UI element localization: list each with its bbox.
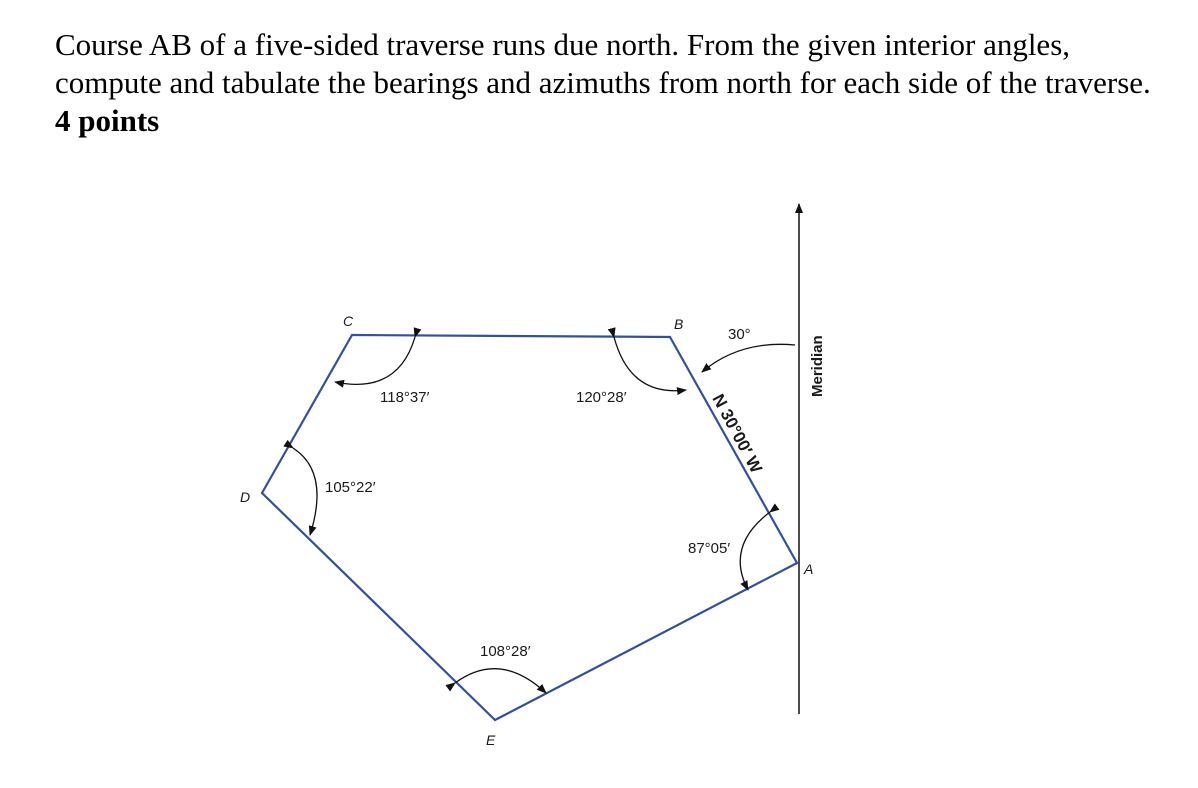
angle-arc-e: [455, 669, 546, 693]
vertex-label-d: D: [240, 489, 251, 505]
meridian-angle-arc: [702, 344, 795, 372]
meridian-angle-label: 30°: [728, 326, 751, 343]
vertex-label-e: E: [486, 732, 496, 748]
meridian-label: Meridian: [809, 335, 826, 397]
vertex-label-c: C: [343, 313, 354, 329]
angle-arc-d: [293, 448, 317, 535]
angle-label-e: 108°28′: [480, 643, 531, 660]
angle-label-a: 87°05′: [688, 540, 731, 557]
side-de: [262, 493, 495, 720]
angle-label-c: 118°37′: [380, 389, 430, 406]
question-body: Course AB of a five-sided traverse runs due north. From the given interior angles, compute and tabulate the bearings and azimuths from north for each side of the traverse.: [55, 27, 1151, 100]
side-ab: [670, 337, 797, 563]
traverse-polygon: [262, 335, 797, 720]
points-label: 4 points: [55, 103, 160, 138]
angle-label-b: 120°28′: [576, 389, 627, 406]
side-bc: [352, 335, 670, 337]
vertex-label-a: A: [804, 561, 814, 577]
course-ab-bearing-label: N 30°00′ W: [708, 390, 766, 477]
side-ea: [495, 563, 797, 720]
side-cd: [262, 335, 352, 493]
angle-label-d: 105°22′: [325, 479, 376, 496]
vertex-label-b: B: [674, 316, 684, 332]
